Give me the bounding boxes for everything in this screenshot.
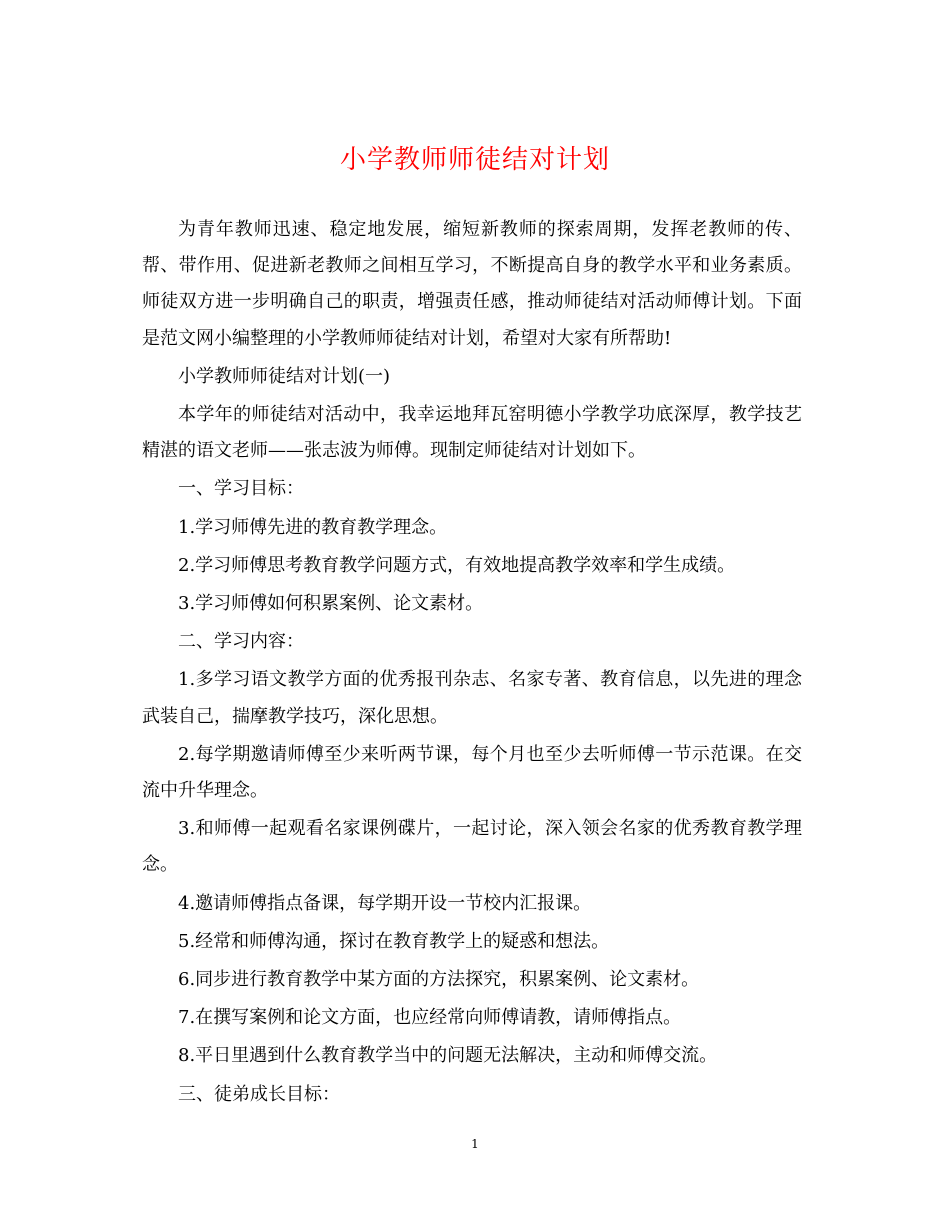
learning-content-item: 3.和师傅一起观看名家课例碟片，一起讨论，深入领会名家的优秀教育教学理念。 [142, 818, 802, 876]
document-title: 小学教师师徒结对计划 [339, 145, 610, 175]
learning-content-item: 1.多学习语文教学方面的优秀报刊杂志、名家专著、教育信息，以先进的理念武装自己，揣摩教学技巧，深化思想。 [142, 669, 802, 727]
heading-growth-goals: 三、徒弟成长目标： [178, 1083, 340, 1105]
intro-paragraph: 为青年教师迅速、稳定地发展，缩短新教师的探索周期，发挥老教师的传、帮、带作用、促进新老教师之间相互学习，不断提高自身的教学水平和业务素质。师徒双方进一步明确自己的职责，增强责任感，推动师徒结对活动师傅计划。下面是范文网小编整理的小学教师师徒结对计划，希望对大家有所帮助! [142, 219, 802, 349]
learning-goal-item: 3.学习师傅如何积累案例、论文素材。 [178, 593, 484, 615]
learning-content-item: 4.邀请师傅指点备课，每学期开设一节校内汇报课。 [178, 892, 592, 914]
page-number: 1 [471, 1137, 479, 1151]
heading-learning-goals: 一、学习目标： [178, 478, 304, 500]
heading-learning-content: 二、学习内容： [178, 631, 304, 653]
plan-intro-paragraph: 本学年的师徒结对活动中，我幸运地拜瓦窑明德小学教学功底深厚，教学技艺精湛的语文老师——张志波为师傅。现制定师徒结对计划如下。 [142, 404, 802, 462]
learning-content-item: 2.每学期邀请师傅至少来听两节课，每个月也至少去听师傅一节示范课。在交流中升华理念。 [142, 743, 802, 802]
learning-goal-item: 2.学习师傅思考教育教学问题方式，有效地提高教学效率和学生成绩。 [178, 554, 736, 576]
learning-goal-item: 1.学习师傅先进的教育教学理念。 [178, 516, 448, 538]
learning-content-item: 6.同步进行教育教学中某方面的方法探究，积累案例、论文素材。 [178, 969, 700, 991]
learning-content-item: 5.经常和师傅沟通，探讨在教育教学上的疑惑和想法。 [178, 930, 610, 952]
document-body [142, 212, 802, 1115]
learning-content-item: 7.在撰写案例和论文方面，也应经常向师傅请教，请师傅指点。 [178, 1007, 682, 1029]
learning-content-item: 8.平日里遇到什么教育教学当中的问题无法解决，主动和师傅交流。 [178, 1045, 718, 1067]
section-heading-plan-one: 小学教师师徒结对计划(一) [178, 365, 391, 387]
